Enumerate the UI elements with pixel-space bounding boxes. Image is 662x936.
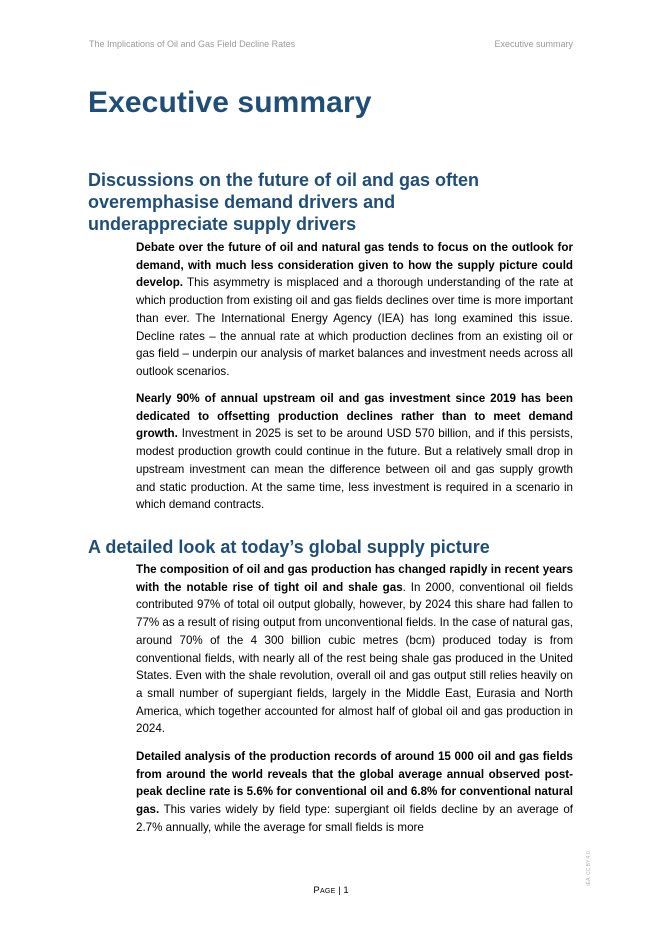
paragraph-debate <box>136 239 573 381</box>
paragraph-body: Investment in 2025 is set to be around USD 570 billion, and if this persists, modest production growth could continue in the future. But a relatively small drop in upstream investment can mean the difference between oil and gas supply growth and static production. At the same time, less investment is required in a scenario in which demand contracts. <box>136 427 573 512</box>
paragraph-investment <box>136 390 573 514</box>
paragraph-lead: Detailed analysis of the production records of around 15 000 oil and gas fields from around the world reveals that the global average annual observed post-peak decline rate is 5.6% for conventional oil and 6.8% for conventional natural gas. <box>136 750 573 817</box>
footer-page-label: Page <box>313 885 336 896</box>
paragraph-lead: Nearly 90% of annual upstream oil and gas investment since 2019 has been dedicated to offsetting production declines rather than to meet demand growth. <box>136 392 573 441</box>
page-footer <box>0 885 662 896</box>
header-section-title: Executive summary <box>494 39 573 49</box>
section-heading-supply-drivers: Discussions on the future of oil and gas often overemphasise demand drivers and underappreciate supply drivers <box>88 170 480 234</box>
paragraph-decline-analysis <box>136 748 573 837</box>
license-note: IEA. CC BY 4.0. <box>586 850 592 886</box>
footer-separator: | <box>335 885 344 896</box>
paragraph-body: . In 2000, conventional oil fields contributed 97% of total oil output globally, however, by 2024 this share had fallen to 77% as a result of rising output from unconventional fields. In the case of natural gas, around 70% of the 4 300 billion cubic metres (bcm) produced today is from conventional fields, with nearly all of the rest being shale gas produced in the United States. Even with the shale revolution, overall oil and gas output still relies heavily on a small number of supergiant fields, largely in the Middle East, Eurasia and North America, which together accounted for almost half of global oil and gas production in 2024. <box>136 580 573 736</box>
header-document-title: The Implications of Oil and Gas Field Decline Rates <box>89 39 296 49</box>
page-title: Executive summary <box>88 86 372 119</box>
paragraph-body: This asymmetry is misplaced and a thorough understanding of the rate at which production from existing oil and gas fields declines over time is more important than ever. The International Energy Agency (IEA) has long examined this issue. Decline rates – the annual rate at which production declines from an existing oil or gas field – underpin our analysis of market balances and investment needs across all outlook scenarios. <box>136 276 573 378</box>
paragraph-lead: Debate over the future of oil and natural gas tends to focus on the outlook for demand, with much less consideration given to how the supply picture could develop. <box>136 241 573 290</box>
section-heading-supply-picture: A detailed look at today’s global supply picture <box>88 537 490 557</box>
paragraph-composition <box>136 561 573 738</box>
paragraph-body: This varies widely by field type: supergiant oil fields decline by an average of 2.7% annually, while the average for small fields is more <box>136 803 573 834</box>
footer-page-number: 1 <box>343 885 349 896</box>
paragraph-lead: The composition of oil and gas production has changed rapidly in recent years with the notable rise of tight oil and shale gas <box>136 563 573 594</box>
